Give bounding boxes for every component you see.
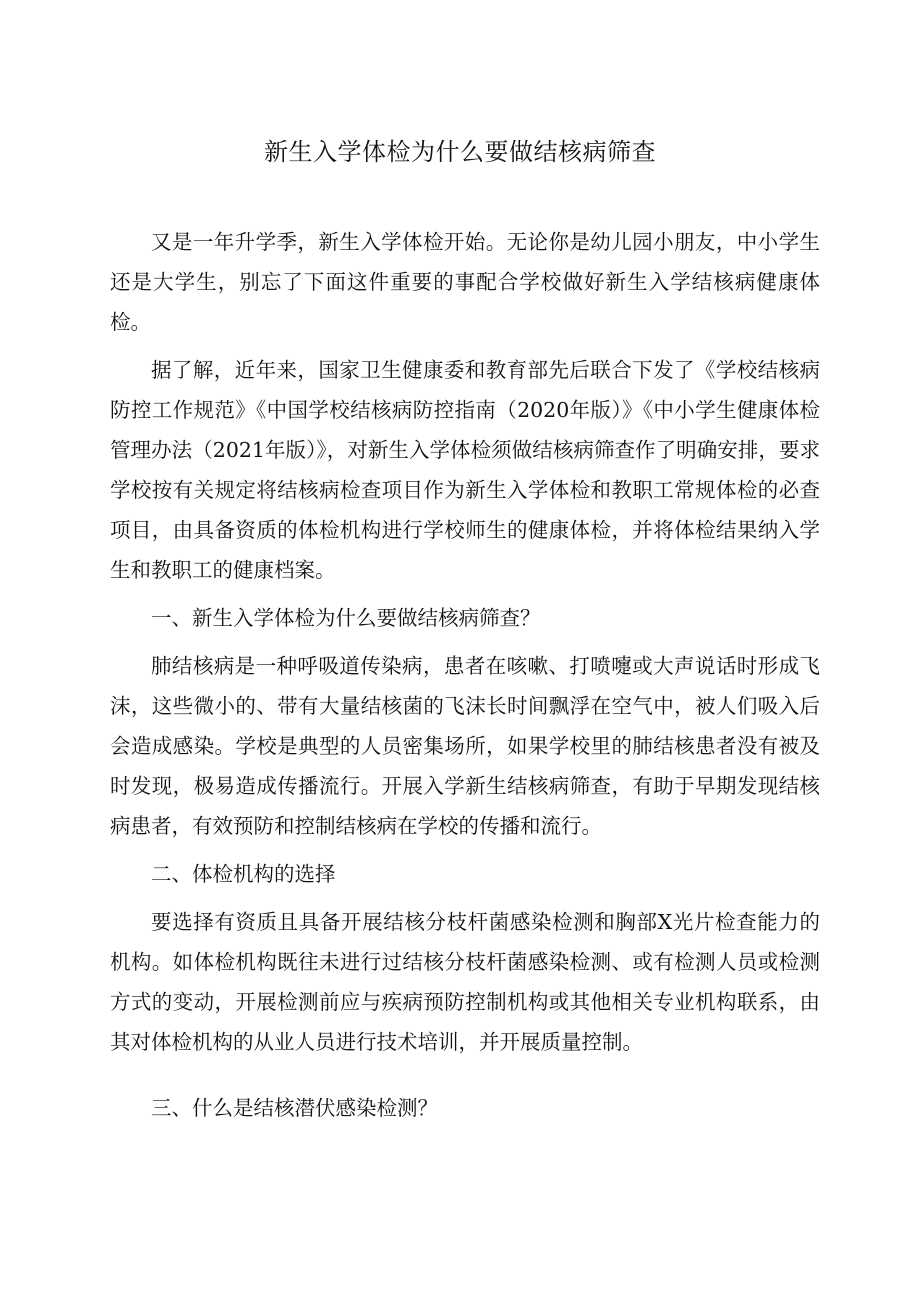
paragraph-policy: 据了解，近年来，国家卫生健康委和教育部先后联合下发了《学校结核病防控工作规范》《中国学校结核病防控指南（2020年版）》《中小学生健康体检管理办法（2021年版）》，对新生入学体检须做结核病筛查作了明确安排，要求学校按有关规定将结核病检查项目作为新生入学体检和教职工常规体检的必查项目，由具备资质的体检机构进行学校师生的健康体检，并将体检结果纳入学生和教职工的健康档案。 [110, 358, 820, 582]
paragraph-intro: 又是一年升学季，新生入学体检开始。无论你是幼儿园小朋友，中小学生还是大学生，别忘了下面这件重要的事配合学校做好新生入学结核病健康体检。 [110, 230, 820, 334]
section-heading-1: 一、新生入学体检为什么要做结核病筛查？ [151, 606, 541, 630]
section-heading-2: 二、体检机构的选择 [151, 862, 336, 886]
paragraph-section-1: 肺结核病是一种呼吸道传染病，患者在咳嗽、打喷嚏或大声说话时形成飞沫，这些微小的、带有大量结核菌的飞沫长时间飘浮在空气中，被人们吸入后会造成感染。学校是典型的人员密集场所，如果学校里的肺结核患者没有被及时发现，极易造成传播流行。开展入学新生结核病筛查，有助于早期发现结核病患者，有效预防和控制结核病在学校的传播和流行。 [110, 654, 820, 838]
document-body [110, 222, 820, 1128]
page-title: 新生入学体检为什么要做结核病筛查 [264, 138, 656, 166]
paragraph-section-2: 要选择有资质且具备开展结核分枝杆菌感染检测和胸部X光片检查能力的机构。如体检机构既往未进行过结核分枝杆菌感染检测、或有检测人员或检测方式的变动，开展检测前应与疾病预防控制机构或其他相关专业机构联系，由其对体检机构的从业人员进行技术培训，并开展质量控制。 [110, 910, 820, 1054]
section-heading-3: 三、什么是结核潜伏感染检测？ [151, 1096, 438, 1120]
